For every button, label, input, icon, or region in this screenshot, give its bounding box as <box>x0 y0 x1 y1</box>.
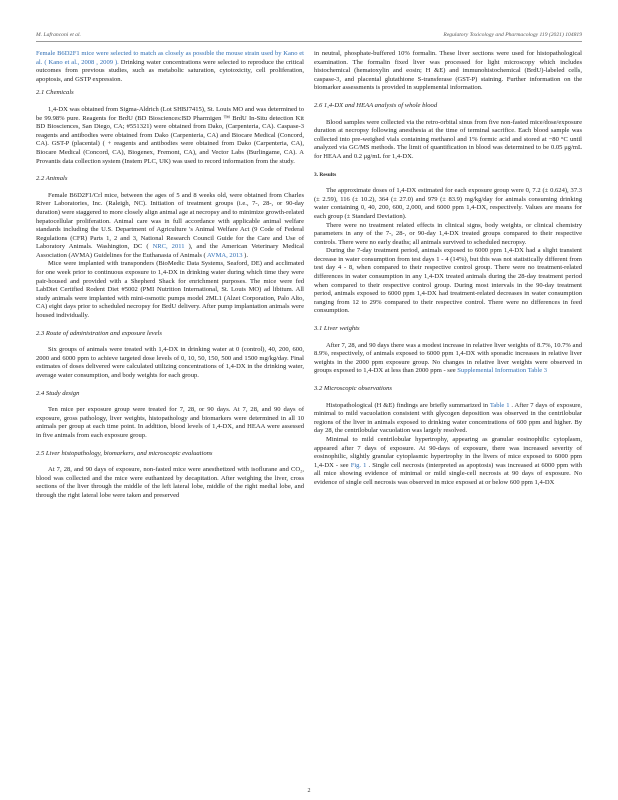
avma-citation-link[interactable]: AVMA, 2013 <box>206 251 243 259</box>
blood-analysis-paragraph: Blood samples were collected via the retro-orbital sinus from five non-fasted mice/dose/exposure duration at necropsy following anesthesia at the time of terminal sacrifice. Each blood sample was collected into pre-weighed vials containing methanol and 1% formic acid and stored at −80 °C until analyzed via GC/MS methods. The limit of quantification in blood was determined to be 0.05 μg/mL for HEAA and 0.2 μg/mL for 1,4-DX. <box>314 118 582 160</box>
figure-1-link[interactable]: Fig. 1 <box>350 461 367 469</box>
animals-paragraph-2: Mice were implanted with transponders (BioMedic Data Systems, Seaford, DE) and acclimated for one week prior to continuous exposure to 1,4-DX in drinking water during which time they were pair-housed and provided with a Shepherd Shack for enrichment purposes. The mice were fed LabDiet Certified Rodent Diet #5002 (PMI Nutrition International, St. Louis MO) ad libitum. All study animals were implanted with mini-osmotic pumps model 2ML1 (Alzet Corporation, Palo Alto, CA) eight days prior to scheduled necropsy for BrdU delivery. After pump implantation animals were housed individually. <box>36 260 304 320</box>
chemicals-paragraph: 1,4-DX was obtained from Sigma-Aldrich (Lot SHBJ7415), St. Louis MO and was determined to be 99.98% pure. Reagents for BrdU (BD Biosciences:BD Pharmigen ™ BrdU In-Situ detection Kit BD Biosciences, San Diego, CA; #551321) were obtained from Dako, (Carpenteria, CA). Caspase-3 reagents and antibodies were obtained from Dako (Carpenteria, CA) and Biocare Medical (Concord, CA). GST-P (placental) ( + reagents and antibodies were obtained from Dako (Carpenteria, CA), Biocare Medical (Concord, CA), Biogenex, Fremont, CA), and Vector Labs (Burlingame, CA). A Provantis data collection system (Instem PLC, UK) was used to record information from the study. <box>36 105 304 165</box>
section-heading-blood-analysis: 2.6 1,4-DX and HEAA analysis of whole blood <box>314 101 438 109</box>
section-heading-chemicals: 2.1 Chemicals <box>36 89 74 97</box>
running-header-authors: M. Lafranconi et al. <box>36 32 81 38</box>
section-heading-liver-weights: 3.1 Liver weights <box>314 325 360 333</box>
results-paragraph-2: There were no treatment related effects in clinical signs, body weights, or clinical chemistry parameters in any of the 7-, 28-, or 90-day 1,4-DX treated groups compared to their respective controls. There were no early deaths; all animals survived to scheduled necropsy. <box>314 221 582 246</box>
nrc-citation-link[interactable]: NRC, 2011 <box>152 243 185 251</box>
intro-paragraph: Female B6D2F1 mice were selected to match as closely as possible the mouse strain used by Kano et al. ( Kano et al., 2008 , 2009 ). Drinking water concentrations were selected to reproduce the critical outcomes from previous studies, such as metabolic saturation, cytotoxicity, cell proliferation, apoptosis, and GSTP expression. <box>36 50 304 83</box>
page-number: 2 <box>307 788 311 794</box>
table-1-link[interactable]: Table 1 <box>489 401 510 409</box>
section-heading-route: 2.3 Route of administration and exposure levels <box>36 329 162 337</box>
results-paragraph-1: The approximate doses of 1,4-DX estimated for each exposure group were 0, 7.2 (± 0.624), 37.3 (± 2.59), 116 (± 10.2), 364 (± 27.0) and 979 (± 83.9) mg/kg/day for animals consuming drinking water containing 0, 40, 200, 600, 2,000, and 6000 ppm 1,4-DX, respectively. Values are means for each group (± Standard Deviation). <box>314 187 582 220</box>
liver-weights-paragraph: After 7, 28, and 90 days there was a modest increase in relative liver weights of 8.7%, 10.7% and 8.9%, respectively, of animals exposed to 6000 ppm 1,4-DX with sporadic increases in relative liver weights in the 2000 ppm exposure group. No changes in relative liver weights were observed in groups exposed to 1,4-DX at less than 2000 ppm - see Supplemental Information Table 3 <box>314 341 582 375</box>
section-heading-microscopic: 3.2 Microscopic observations <box>314 385 392 392</box>
results-paragraph-3: During the 7-day treatment period, animals exposed to 6000 ppm 1,4-DX had a slight transient decrease in water consumption from test days 1 - 4 (14%), but this was not statistically different from test day 4 - 8, when compared to their respective control group. There were no treatment-related differences in water consumption in any 1,4-DX treated animals during the 28-day treatment period when compared to their respective control group. During most intervals in the 90-day treatment period, animals exposed to 6000 ppm 1,4-DX had treatment-related decreases in water consumption ranging from 12 to 29% compared to their respective control. There were no differences in feed consumption. <box>314 247 582 315</box>
kano-citation-link[interactable]: Female B6D2F1 mice were selected to match as closely as possible the mouse strain used by Kano et al. ( Kano et al., 2008 , 2009 ). <box>36 50 304 66</box>
route-paragraph: Six groups of animals were treated with 1,4-DX in drinking water at 0 (control), 40, 200, 600, 2000 and 6000 ppm to achieve targeted dose levels of 0, 10, 50, 150, 500 and 1500 mg/kg/day. Final estimates of doses delivered were calculated utilizing concentrations of 1,4-DX in the drinking water, average water consumption, and body weights for each group. <box>36 346 304 379</box>
left-column <box>36 50 304 501</box>
study-design-paragraph: Ten mice per exposure group were treated for 7, 28, or 90 days. At 7, 28, and 90 days of exposure, gross pathology, liver weights, histopathology and biomarkers were determined in all 10 animals per group at each time point. In addition, blood levels of 1,4-DX, and HEAA were assessed in five animals from each exposure group. <box>36 406 304 439</box>
microscopic-paragraph-2: Minimal to mild centrilobular hypertrophy, appearing as granular eosinophilic cytoplasm, appeared after 7 days of exposure. At 90-days of exposure, there was increased severity of eosinophilic, slightly granular cytoplasmic hypertrophy in the livers of mice exposed to 6000 ppm 1,4-DX - see Fig. 1 . Single cell necrosis (interpreted as apoptosis) was increased at 6000 ppm with all mice showing evidence of minimal or mild single-cell necrosis at 90 days of exposure. No evidence of single cell necrosis was observed in mice exposed at or below 600 ppm 1,4-DX <box>314 435 582 486</box>
section-heading-animals: 2.2 Animals <box>36 175 68 183</box>
animals-paragraph-1: Female B6D2F1/Crl mice, between the ages of 5 and 8 weeks old, were obtained from Charles River Laboratories, Inc. (Raleigh, NC). Initiation of treatment groups (i.e., 7-, 28-, or 90-day duration) were staggered to more closely align animal age at necropsy and to minimize growth-related hepatocellular proliferation. Animal care was in full accordance with applicable animal welfare standards including the U.S. Department of Agriculture 's Animal Welfare Act (9 Code of Federal Regulations (CFR) Parts 1, 2 and 3, National Research Council Guide for the Care and Use of Laboratory Animals. Washington, DC ( NRC, 2011 ), and the American Veterinary Medical Association (AVMA) Guidelines for the Euthanasia of Animals ( AVMA, 2013 ). <box>36 191 304 259</box>
continued-paragraph: in neutral, phosphate-buffered 10% formalin. These liver sections were used for histopathological examination. The formalin fixed liver was processed for light microscopy which includes histochemical (hematoxylin and eosin; H &E) and immunohistochemical (BrdU)-labeled cells, caspase-3, and placental glutathione S-transferase (GST-P) staining. Further information on the biomarker assessments is provided in supplemental information. <box>314 50 582 92</box>
supplemental-table-link[interactable]: Supplemental Information Table 3 <box>457 367 548 375</box>
section-heading-histopathology: 2.5 Liver histopathology, biomarkers, and microscopic evaluations <box>36 449 213 457</box>
microscopic-paragraph-1: Histopathological (H &E) findings are briefly summarized in Table 1 . After 7 days of exposure, minimal to mild vacuolation consistent with glycogen deposition was observed in the centrilobular regions of the liver in animals exposed to drinking water concentrations of 600 ppm and higher. By day 28, the centrilobular vacuolation was largely resolved. <box>314 401 582 435</box>
histopathology-paragraph: At 7, 28, and 90 days of exposure, non-fasted mice were anesthetized with isoflurane and CO₂, blood was collected and the mice were euthanized by decapitation. After weighing the liver, cross sections of the liver through the middle of the left lateral lobe, middle of the right medial lobe, and through the right lateral lobe were taken and preserved <box>36 466 304 499</box>
running-header-journal: Regulatory Toxicology and Pharmacology 119 (2021) 104819 <box>443 32 582 38</box>
section-heading-results: 3. Results <box>314 171 337 178</box>
header-rule <box>36 41 582 42</box>
section-heading-study-design: 2.4 Study design <box>36 389 80 397</box>
right-column <box>314 50 582 488</box>
